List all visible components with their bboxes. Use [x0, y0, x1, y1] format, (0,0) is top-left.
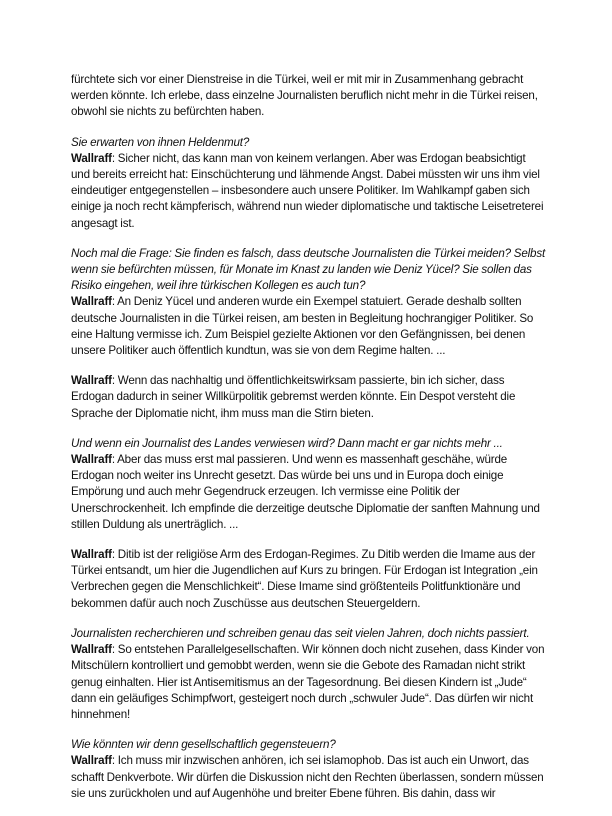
qa-block-landesverweis — [71, 436, 546, 533]
speaker-name: Wallraff — [71, 295, 112, 309]
answer-text: : Sicher nicht, das kann man von keinem verlangen. Aber was Erdogan beabsichtigt und bereits erreicht hat: Einschüchterung und lähmende Angst. Dabei müssten wir uns ihm viel eindeutiger entgegenstellen – insbesondere auch unsere Politiker. Im Wahlkampf gaben sich einige ja noch recht kämpferisch, während nun wieder diplomatische und taktische Leisetreterei angesagt ist. — [71, 151, 544, 230]
interview-answer — [71, 547, 546, 612]
speaker-name: Wallraff — [71, 548, 112, 562]
qa-block-despot — [71, 373, 546, 422]
speaker-name: Wallraff — [71, 643, 112, 657]
interview-answer — [71, 294, 546, 359]
answer-text: : Ditib ist der religiöse Arm des Erdogan-Regimes. Zu Ditib werden die Imame aus der Türkei entsandt, um hier die Jugendlichen auf Kurs zu bringen. Für Erdogan ist Integration „ein Verbrechen gegen die Menschlichkeit“. Diese Imame sind größtenteils Politfunktionäre und bekommen dafür auch noch Zuschüsse aus deutschen Steuergeldern. — [71, 548, 538, 610]
interview-question: Und wenn ein Journalist des Landes verwiesen wird? Dann macht er gar nichts mehr ... — [71, 436, 503, 450]
interview-answer — [71, 642, 546, 723]
interview-answer — [71, 753, 546, 802]
speaker-name: Wallraff — [71, 374, 112, 388]
speaker-name: Wallraff — [71, 151, 112, 165]
qa-block-risiko — [71, 246, 546, 359]
answer-text: : So entstehen Parallelgesellschaften. Wir können doch nicht zusehen, dass Kinder von Mitschülern kontrolliert und gemobbt werden, wenn sie die Gebote des Ramadan nicht strikt genug einhalten. Hier ist Antisemitismus an der Tagesordnung. Bei diesen Kindern ist „Jude“ dann ein geläufiges Schimpfwort, gesteigert noch durch „schwuler Jude“. Das dürfen wir nicht hinnehmen! — [71, 643, 545, 721]
speaker-name: Wallraff — [71, 754, 112, 768]
answer-text: : Ich muss mir inzwischen anhören, ich sei islamophob. Das ist auch ein Unwort, das schafft Denkverbote. Wir dürfen die Diskussion nicht den Rechten überlassen, sondern müssen sie uns zurückholen und auf Augenhöhe und breiter Ebene führen. Bis dahin, dass wir — [71, 754, 544, 800]
interview-question: Wie könnten wir denn gesellschaftlich gegensteuern? — [71, 738, 336, 752]
interview-question: Noch mal die Frage: Sie finden es falsch, dass deutsche Journalisten die Türkei meiden? Selbst wenn sie befürchten müssen, für Monate im Knast zu landen wie Deniz Yücel? Sie sollen das Risiko eingehen, weil ihre türkischen Kollegen es auch tun? — [71, 246, 546, 293]
speaker-name: Wallraff — [71, 453, 112, 467]
qa-block-gegensteuern — [71, 737, 546, 802]
document-page — [71, 72, 546, 816]
answer-text: : Aber das muss erst mal passieren. Und wenn es massenhaft geschähe, würde Erdogan noch weiter ins Unrecht gesetzt. Das würde bei uns und in Europa doch einige Empörung und auch mehr Gegendruck erzeugen. Ich vermisse eine Politik der Unerschrockenheit. Ich empfinde die derzeitige deutsche Diplomatie der sanften Mahnung und stillen Duldung als unerträglich. ... — [71, 453, 540, 531]
interview-question: Sie erwarten von ihnen Heldenmut? — [71, 135, 250, 149]
qa-block-heldenmut — [71, 135, 546, 232]
interview-answer — [71, 151, 546, 232]
interview-answer — [71, 373, 546, 422]
qa-block-parallelgesellschaften — [71, 626, 546, 723]
paragraph-intro — [71, 72, 546, 121]
interview-answer — [71, 452, 546, 533]
interview-question: Journalisten recherchieren und schreiben genau das seit vielen Jahren, doch nichts passiert. — [71, 626, 530, 640]
answer-text: : Wenn das nachhaltig und öffentlichkeitswirksam passierte, bin ich sicher, dass Erdogan dadurch in seiner Willkürpolitik gebremst werden könnte. Ein Despot versteht die Sprache der Diplomatie nicht, ihm muss man die Stirn bieten. — [71, 374, 516, 420]
answer-text: : An Deniz Yücel und anderen wurde ein Exempel statuiert. Gerade deshalb sollten deutsche Journalisten in die Türkei reisen, am besten in Begleitung hochrangiger Politiker. So eine Haltung vermisse ich. Zum Beispiel gezielte Aktionen vor den Gefängnissen, bei denen unsere Politiker auch öffentlich kundtun, was sie von dem Regime halten. ... — [71, 295, 534, 358]
paragraph-text: fürchtete sich vor einer Dienstreise in die Türkei, weil er mit mir in Zusammenhang gebracht werden könnte. Ich erlebe, dass einzelne Journalisten beruflich nicht mehr in die Türkei reisen, obwohl sie nichts zu befürchten haben. — [71, 73, 538, 119]
qa-block-ditib — [71, 547, 546, 612]
